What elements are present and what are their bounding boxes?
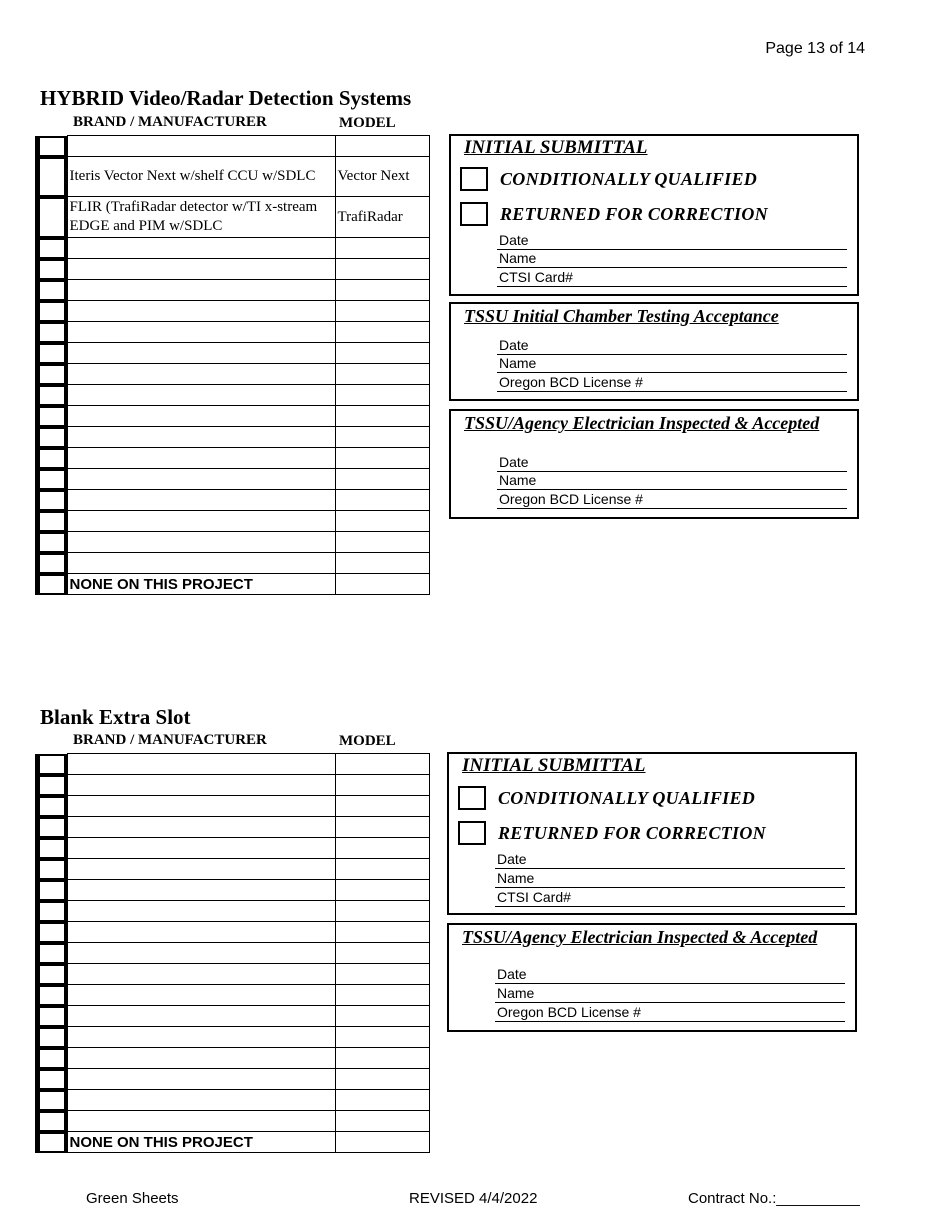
- model-cell[interactable]: [335, 901, 429, 922]
- brand-cell[interactable]: [67, 754, 335, 775]
- model-cell[interactable]: [335, 775, 429, 796]
- section1-submittal-name-field[interactable]: Name: [497, 250, 847, 268]
- model-cell[interactable]: [335, 511, 429, 532]
- model-cell[interactable]: [335, 922, 429, 943]
- table-row: [35, 364, 429, 385]
- section1-ctsi-card-field[interactable]: CTSI Card#: [497, 269, 847, 287]
- model-cell[interactable]: [335, 1132, 429, 1153]
- footer-contract-number: Contract No.:__________: [688, 1190, 860, 1207]
- row-checkbox[interactable]: [35, 469, 67, 490]
- model-cell[interactable]: [335, 817, 429, 838]
- table-row: [35, 880, 429, 901]
- section2-electrician-panel: [447, 923, 857, 1032]
- table-row: [35, 1132, 429, 1153]
- checkbox-square[interactable]: [40, 345, 64, 362]
- checkbox-square[interactable]: [40, 945, 64, 962]
- model-cell[interactable]: [335, 301, 429, 322]
- brand-cell[interactable]: [67, 469, 335, 490]
- row-checkbox[interactable]: [35, 364, 67, 385]
- row-checkbox[interactable]: [35, 197, 67, 238]
- table-row: [35, 922, 429, 943]
- table-row: [35, 259, 429, 280]
- brand-cell[interactable]: [67, 1090, 335, 1111]
- section2-electrician-title: TSSU/Agency Electrician Inspected & Accepted: [462, 927, 818, 947]
- row-checkbox[interactable]: [35, 859, 67, 880]
- brand-cell[interactable]: [67, 301, 335, 322]
- section1-chamber-testing-title: TSSU Initial Chamber Testing Acceptance: [464, 306, 779, 326]
- checkbox-square[interactable]: [40, 1029, 64, 1046]
- brand-cell[interactable]: [67, 532, 335, 553]
- table-row: [35, 553, 429, 574]
- row-checkbox[interactable]: [35, 343, 67, 364]
- model-cell[interactable]: [335, 406, 429, 427]
- checkbox-square[interactable]: [40, 387, 64, 404]
- model-cell[interactable]: [335, 280, 429, 301]
- brand-cell[interactable]: [67, 364, 335, 385]
- table-row: [35, 406, 429, 427]
- table-row: [35, 1090, 429, 1111]
- brand-cell[interactable]: [67, 880, 335, 901]
- checkbox-square[interactable]: [40, 513, 64, 530]
- checkbox-square[interactable]: [40, 324, 64, 341]
- row-checkbox[interactable]: [35, 511, 67, 532]
- footer-revised: REVISED 4/4/2022: [409, 1190, 538, 1207]
- brand-cell[interactable]: [67, 817, 335, 838]
- row-checkbox[interactable]: [35, 136, 67, 157]
- table-row: [35, 985, 429, 1006]
- checkbox-square[interactable]: [40, 882, 64, 899]
- row-checkbox[interactable]: [35, 385, 67, 406]
- checkbox-square[interactable]: [40, 199, 64, 236]
- table-row: [35, 343, 429, 364]
- section2-returned-for-correction-checkbox[interactable]: [458, 821, 486, 845]
- section1-returned-for-correction-label: RETURNED FOR CORRECTION: [500, 204, 768, 224]
- checkbox-square[interactable]: [40, 819, 64, 836]
- checkbox-square[interactable]: [40, 840, 64, 857]
- table-row: [35, 280, 429, 301]
- section1-chamber-name-field[interactable]: Name: [497, 355, 847, 373]
- row-checkbox[interactable]: [35, 238, 67, 259]
- row-checkbox[interactable]: [35, 532, 67, 553]
- brand-cell[interactable]: [67, 385, 335, 406]
- row-checkbox[interactable]: [35, 448, 67, 469]
- checkbox-square[interactable]: [40, 261, 64, 278]
- model-cell[interactable]: [335, 1006, 429, 1027]
- model-cell[interactable]: [335, 553, 429, 574]
- brand-cell[interactable]: [67, 259, 335, 280]
- model-cell[interactable]: [335, 985, 429, 1006]
- model-cell[interactable]: [335, 136, 429, 157]
- brand-cell[interactable]: [67, 859, 335, 880]
- row-checkbox[interactable]: [35, 259, 67, 280]
- row-checkbox[interactable]: [35, 427, 67, 448]
- table-row: [35, 964, 429, 985]
- brand-cell[interactable]: [67, 1006, 335, 1027]
- brand-cell[interactable]: [67, 1027, 335, 1048]
- brand-cell[interactable]: [67, 1069, 335, 1090]
- section2-ctsi-card-field[interactable]: CTSI Card#: [495, 889, 845, 907]
- page-number: Page 13 of 14: [765, 40, 865, 57]
- brand-cell[interactable]: [67, 796, 335, 817]
- section2-table: [35, 753, 430, 1153]
- checkbox-square[interactable]: [40, 282, 64, 299]
- checkbox-square[interactable]: [40, 1134, 64, 1151]
- checkbox-square[interactable]: [40, 777, 64, 794]
- model-cell[interactable]: [335, 259, 429, 280]
- model-cell[interactable]: [335, 964, 429, 985]
- section2-electrician-date-field[interactable]: Date: [495, 966, 845, 984]
- section2-title: Blank Extra Slot: [40, 705, 191, 729]
- row-checkbox[interactable]: [35, 406, 67, 427]
- table-row: [35, 238, 429, 259]
- checkbox-square[interactable]: [40, 138, 64, 155]
- row-checkbox[interactable]: [35, 796, 67, 817]
- table-row: [35, 532, 429, 553]
- section1-electrician-panel: [449, 409, 859, 519]
- checkbox-square[interactable]: [40, 492, 64, 509]
- brand-cell[interactable]: [67, 448, 335, 469]
- table-row: [35, 469, 429, 490]
- checkbox-square[interactable]: [40, 555, 64, 572]
- table-row: [35, 817, 429, 838]
- model-cell[interactable]: [335, 1069, 429, 1090]
- checkbox-square[interactable]: [40, 576, 64, 593]
- checkbox-square[interactable]: [40, 303, 64, 320]
- section2-electrician-name-field[interactable]: Name: [495, 985, 845, 1003]
- table-row: [35, 775, 429, 796]
- table-row: [35, 796, 429, 817]
- table-row: [35, 859, 429, 880]
- table-row: [35, 838, 429, 859]
- model-cell[interactable]: [335, 532, 429, 553]
- brand-cell[interactable]: [67, 943, 335, 964]
- checkbox-square[interactable]: [40, 159, 64, 195]
- section1-initial-submittal-title: INITIAL SUBMITTAL: [464, 137, 648, 158]
- checkbox-square[interactable]: [40, 798, 64, 815]
- model-cell[interactable]: [335, 859, 429, 880]
- brand-cell[interactable]: [67, 136, 335, 157]
- section2-brand-header: BRAND / MANUFACTURER: [73, 732, 267, 748]
- table-row: [35, 448, 429, 469]
- row-checkbox[interactable]: [35, 1027, 67, 1048]
- checkbox-square[interactable]: [40, 987, 64, 1004]
- checkbox-square[interactable]: [40, 366, 64, 383]
- checkbox-square[interactable]: [40, 924, 64, 941]
- section1-table: [35, 135, 430, 595]
- model-cell[interactable]: [335, 880, 429, 901]
- row-checkbox[interactable]: [35, 490, 67, 511]
- model-cell[interactable]: [335, 1048, 429, 1069]
- row-checkbox[interactable]: [35, 280, 67, 301]
- model-cell[interactable]: [335, 322, 429, 343]
- section1-electrician-title: TSSU/Agency Electrician Inspected & Accepted: [464, 413, 820, 433]
- model-cell[interactable]: [335, 838, 429, 859]
- model-cell[interactable]: [335, 490, 429, 511]
- brand-cell[interactable]: [67, 1111, 335, 1132]
- section2-submittal-date-field[interactable]: Date: [495, 851, 845, 869]
- brand-cell[interactable]: [67, 406, 335, 427]
- brand-cell[interactable]: [67, 343, 335, 364]
- row-checkbox[interactable]: [35, 901, 67, 922]
- section1-model-header: MODEL: [339, 115, 396, 131]
- model-cell[interactable]: [335, 754, 429, 775]
- brand-cell[interactable]: [67, 238, 335, 259]
- row-checkbox[interactable]: [35, 1006, 67, 1027]
- row-checkbox[interactable]: [35, 775, 67, 796]
- table-row: [35, 754, 429, 775]
- table-row: [35, 427, 429, 448]
- section2-submittal-name-field[interactable]: Name: [495, 870, 845, 888]
- brand-cell[interactable]: [67, 922, 335, 943]
- row-checkbox[interactable]: [35, 1132, 67, 1153]
- brand-cell[interactable]: [67, 775, 335, 796]
- table-row: [35, 301, 429, 322]
- brand-cell[interactable]: FLIR (TrafiRadar detector w/TI x-stream EDGE and PIM w/SDLC: [67, 197, 335, 238]
- row-checkbox[interactable]: [35, 838, 67, 859]
- model-cell[interactable]: [335, 1027, 429, 1048]
- checkbox-square[interactable]: [40, 756, 64, 773]
- model-cell[interactable]: [335, 1090, 429, 1111]
- checkbox-square[interactable]: [40, 861, 64, 878]
- model-cell[interactable]: [335, 574, 429, 595]
- model-cell[interactable]: [335, 427, 429, 448]
- brand-cell[interactable]: [67, 490, 335, 511]
- model-cell[interactable]: [335, 943, 429, 964]
- table-row: [35, 943, 429, 964]
- row-checkbox[interactable]: [35, 943, 67, 964]
- table-row: [35, 136, 429, 157]
- brand-cell[interactable]: [67, 280, 335, 301]
- brand-cell[interactable]: [67, 985, 335, 1006]
- checkbox-square[interactable]: [40, 471, 64, 488]
- checkbox-square[interactable]: [40, 408, 64, 425]
- brand-cell[interactable]: [67, 964, 335, 985]
- section1-electrician-date-field[interactable]: Date: [497, 454, 847, 472]
- brand-cell[interactable]: [67, 1048, 335, 1069]
- section2-initial-submittal-panel: [447, 752, 857, 915]
- table-row: [35, 1006, 429, 1027]
- checkbox-square[interactable]: [40, 240, 64, 257]
- table-row: [35, 157, 429, 197]
- section1-chamber-date-field[interactable]: Date: [497, 337, 847, 355]
- section1-returned-for-correction-checkbox[interactable]: [460, 202, 488, 226]
- row-checkbox[interactable]: [35, 301, 67, 322]
- checkbox-square[interactable]: [40, 450, 64, 467]
- table-row: [35, 322, 429, 343]
- table-row: [35, 511, 429, 532]
- section2-returned-for-correction-label: RETURNED FOR CORRECTION: [498, 823, 766, 843]
- row-checkbox[interactable]: [35, 922, 67, 943]
- section2-initial-submittal-title: INITIAL SUBMITTAL: [462, 755, 646, 776]
- table-row: [35, 1069, 429, 1090]
- checkbox-square[interactable]: [40, 1071, 64, 1088]
- row-checkbox[interactable]: [35, 1111, 67, 1132]
- model-cell[interactable]: [335, 796, 429, 817]
- section1-chamber-testing-panel: [449, 302, 859, 401]
- table-row: [35, 197, 429, 238]
- brand-cell[interactable]: [67, 901, 335, 922]
- row-checkbox[interactable]: [35, 322, 67, 343]
- table-row: [35, 490, 429, 511]
- section1-conditionally-qualified-label: CONDITIONALLY QUALIFIED: [500, 169, 758, 189]
- none-on-project-label: NONE ON THIS PROJECT: [67, 1132, 335, 1153]
- checkbox-square[interactable]: [40, 1008, 64, 1025]
- model-cell[interactable]: [335, 385, 429, 406]
- checkbox-square[interactable]: [40, 1113, 64, 1130]
- brand-cell[interactable]: [67, 511, 335, 532]
- model-cell[interactable]: TrafiRadar: [335, 197, 429, 238]
- brand-cell[interactable]: [67, 322, 335, 343]
- section1-submittal-date-field[interactable]: Date: [497, 232, 847, 250]
- section1-title: HYBRID Video/Radar Detection Systems: [40, 86, 412, 110]
- section2-conditionally-qualified-checkbox[interactable]: [458, 786, 486, 810]
- checkbox-square[interactable]: [40, 966, 64, 983]
- section1-brand-header: BRAND / MANUFACTURER: [73, 114, 267, 130]
- row-checkbox[interactable]: [35, 1069, 67, 1090]
- section1-conditionally-qualified-checkbox[interactable]: [460, 167, 488, 191]
- brand-cell[interactable]: [67, 427, 335, 448]
- model-cell[interactable]: [335, 343, 429, 364]
- checkbox-square[interactable]: [40, 1092, 64, 1109]
- row-checkbox[interactable]: [35, 754, 67, 775]
- model-cell[interactable]: Vector Next: [335, 157, 429, 197]
- model-cell[interactable]: [335, 448, 429, 469]
- section2-electrician-license-field[interactable]: Oregon BCD License #: [495, 1004, 845, 1022]
- none-on-project-label: NONE ON THIS PROJECT: [67, 574, 335, 595]
- section2-model-header: MODEL: [339, 733, 396, 749]
- brand-cell[interactable]: [67, 838, 335, 859]
- table-row: [35, 574, 429, 595]
- footer-left: Green Sheets: [86, 1190, 179, 1207]
- row-checkbox[interactable]: [35, 880, 67, 901]
- row-checkbox[interactable]: [35, 1090, 67, 1111]
- section1-chamber-license-field[interactable]: Oregon BCD License #: [497, 374, 847, 392]
- checkbox-square[interactable]: [40, 429, 64, 446]
- section1-initial-submittal-panel: [449, 134, 859, 296]
- table-row: [35, 385, 429, 406]
- table-row: [35, 1027, 429, 1048]
- table-row: [35, 1048, 429, 1069]
- row-checkbox[interactable]: [35, 574, 67, 595]
- table-row: [35, 1111, 429, 1132]
- row-checkbox[interactable]: [35, 817, 67, 838]
- model-cell[interactable]: [335, 469, 429, 490]
- checkbox-square[interactable]: [40, 1050, 64, 1067]
- model-cell[interactable]: [335, 238, 429, 259]
- row-checkbox[interactable]: [35, 157, 67, 197]
- row-checkbox[interactable]: [35, 1048, 67, 1069]
- section1-electrician-name-field[interactable]: Name: [497, 472, 847, 490]
- table-row: [35, 901, 429, 922]
- brand-cell[interactable]: [67, 553, 335, 574]
- brand-cell[interactable]: Iteris Vector Next w/shelf CCU w/SDLC: [67, 157, 335, 197]
- model-cell[interactable]: [335, 364, 429, 385]
- section2-conditionally-qualified-label: CONDITIONALLY QUALIFIED: [498, 788, 756, 808]
- checkbox-square[interactable]: [40, 903, 64, 920]
- row-checkbox[interactable]: [35, 964, 67, 985]
- checkbox-square[interactable]: [40, 534, 64, 551]
- row-checkbox[interactable]: [35, 985, 67, 1006]
- section1-electrician-license-field[interactable]: Oregon BCD License #: [497, 491, 847, 509]
- model-cell[interactable]: [335, 1111, 429, 1132]
- row-checkbox[interactable]: [35, 553, 67, 574]
